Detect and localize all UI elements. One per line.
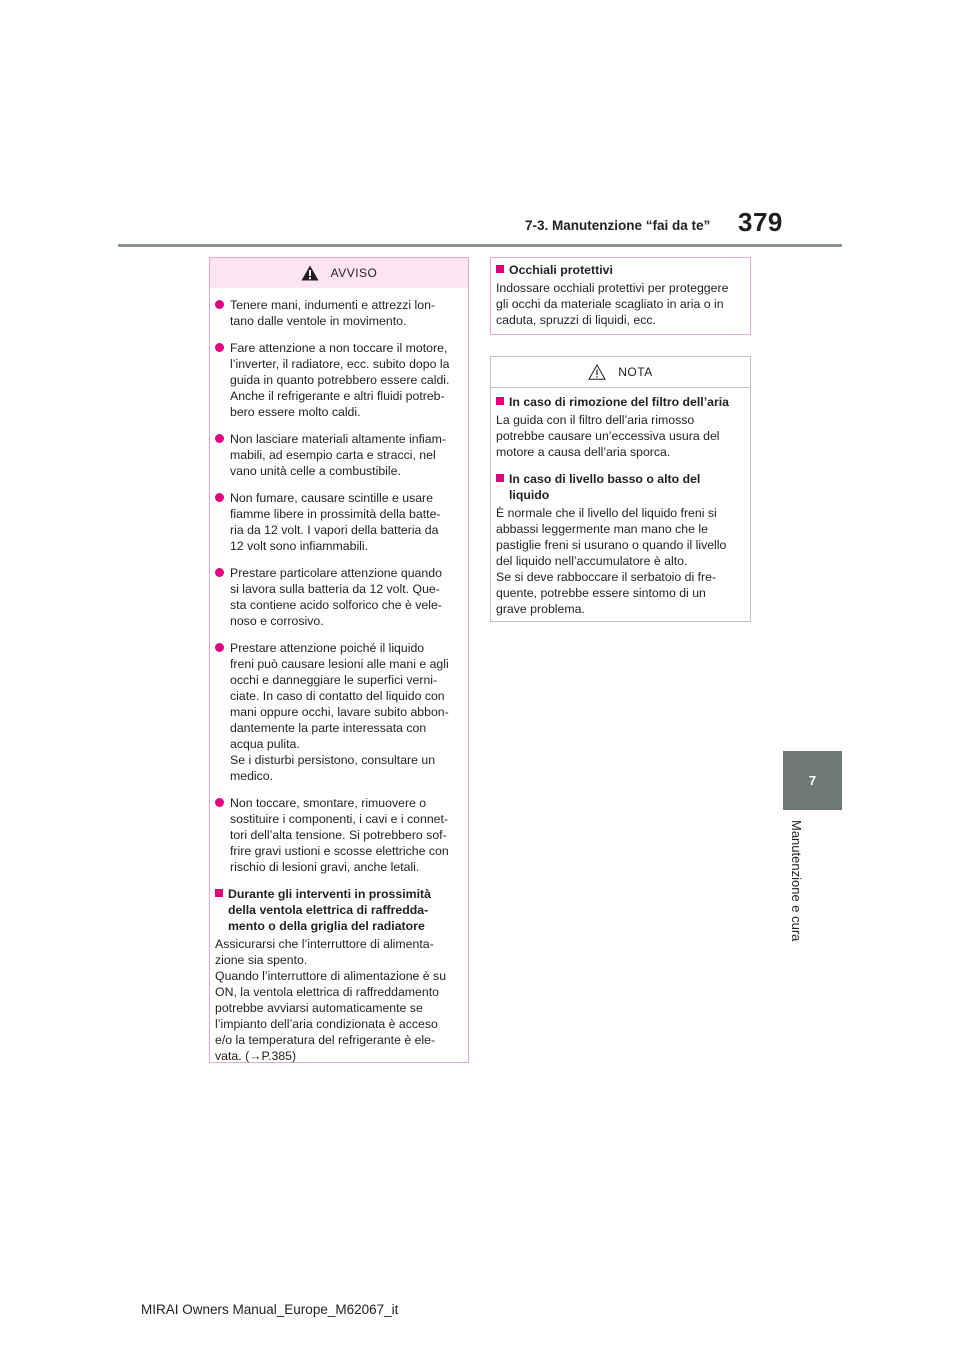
warning-item-text: Prestare particolare attenzione quando si lavora sulla batteria da 12 volt. Que- sta contiene acido solforico che è vele- noso e corrosivo. — [230, 566, 442, 628]
warning-item-text: Non lasciare materiali altamente infiam- mabili, ad esempio carta e stracci, nel vano unità celle a combustibile. — [230, 432, 446, 478]
protective-glasses-text: Indossare occhiali protettivi per proteggere gli occhi da materiale scagliato in aria o in caduta, spruzzi di liquidi, ecc. — [496, 281, 729, 327]
warning-subsection-heading — [215, 886, 460, 934]
warning-box — [209, 257, 469, 1063]
warning-triangle-icon — [301, 265, 319, 281]
caution-triangle-outline-icon — [588, 364, 606, 380]
warning-item — [215, 340, 460, 420]
note-item-heading — [496, 471, 742, 503]
warning-box-body — [210, 288, 468, 1064]
protective-glasses-box — [490, 257, 751, 335]
note-box — [490, 356, 751, 622]
note-item-heading-text: In caso di rimozione del filtro dell’aria — [509, 395, 730, 409]
bullet-dot — [215, 493, 224, 502]
footer-manual-id: MIRAI Owners Manual_Europe_M62067_it — [141, 1302, 399, 1317]
bullet-dot — [215, 568, 224, 577]
square-bullet — [496, 474, 504, 482]
bullet-dot — [215, 798, 224, 807]
warning-item-text: Fare attenzione a non toccare il motore, l’inverter, il radiatore, ecc. subito dopo la guida in quanto potrebbero essere caldi. Anche il refrigerante e altri fluidi potreb- bero essere molto caldi. — [230, 341, 450, 419]
square-bullet — [496, 265, 504, 273]
warning-item — [215, 640, 460, 784]
protective-glasses-heading-text: Occhiali protettivi — [509, 263, 613, 277]
note-item-heading-text: In caso di livello basso o alto del liquido — [509, 472, 701, 502]
page-number: 379 — [738, 207, 783, 237]
note-box-title: NOTA — [618, 365, 653, 379]
protective-glasses-heading — [496, 262, 742, 278]
warning-item — [215, 490, 460, 554]
chapter-number: 7 — [808, 773, 817, 788]
bullet-dot — [215, 343, 224, 352]
note-box-body — [491, 388, 750, 617]
warning-item-text: Non toccare, smontare, rimuovere o sostituire i componenti, i cavi e i connet- tori dell’alta tensione. Si potrebbero sof- frire gravi ustioni e scosse elettriche con rischio di lesioni gravi, anche letali. — [230, 796, 449, 874]
bullet-dot — [215, 434, 224, 443]
chapter-tab — [783, 751, 842, 810]
section-title: 7-3. Manutenzione “fai da te” — [525, 218, 711, 233]
protective-glasses-body — [491, 258, 750, 328]
warning-item — [215, 431, 460, 479]
note-item-text: È normale che il livello del liquido freni si abbassi leggermente man mano che le pastiglie freni si usurano o quando il livello del liquido nell’accumulatore è alto. Se si deve rabboccare il serbatoio di fre- quente, potrebbe essere sintomo di un grave problema. — [496, 506, 727, 616]
square-bullet — [496, 397, 504, 405]
chapter-label — [788, 820, 808, 990]
warning-item-text: Non fumare, causare scintille e usare fiamme libere in prossimità della batte- ria da 12 volt. I vapori della batteria da 12 volt sono infiammabili. — [230, 491, 441, 553]
warning-box-header — [210, 258, 468, 288]
warning-item — [215, 297, 460, 329]
note-item-heading — [496, 394, 742, 410]
warning-subsection-text: Assicurarsi che l’interruttore di alimenta- zione sia spento. Quando l’interruttore di alimentazione è su ON, la ventola elettrica di raffreddamento potrebbe avviarsi automaticamente se l’impianto dell’aria condizionata è acceso e/o la temperatura del refrigerante è ele- vata. (→P.385) — [215, 937, 447, 1063]
square-bullet — [215, 889, 223, 897]
chapter-title: Manutenzione e cura — [789, 820, 804, 942]
warning-item-text: Tenere mani, indumenti e attrezzi lon- tano dalle ventole in movimento. — [230, 298, 436, 328]
warning-item — [215, 565, 460, 629]
bullet-dot — [215, 643, 224, 652]
warning-subsection-heading-text: Durante gli interventi in prossimità della ventola elettrica di raffredda- mento o della griglia del radiatore — [228, 887, 431, 933]
note-box-header — [491, 357, 750, 388]
bullet-dot — [215, 300, 224, 309]
warning-item-text: Prestare attenzione poiché il liquido freni può causare lesioni alle mani e agli occhi e danneggiare le superfici verni- ciate. In caso di contatto del liquido con mani oppure occhi, lavare subito abbon- dantemente la parte interessata con acqua pulita. Se i disturbi persistono, consultare un medico. — [230, 641, 449, 783]
warning-item — [215, 795, 460, 875]
header-divider — [118, 244, 842, 247]
warning-box-title: AVVISO — [330, 266, 378, 280]
note-item-text: La guida con il filtro dell’aria rimosso potrebbe causare un’eccessiva usura del motore a causa dell’aria sporca. — [496, 413, 720, 459]
